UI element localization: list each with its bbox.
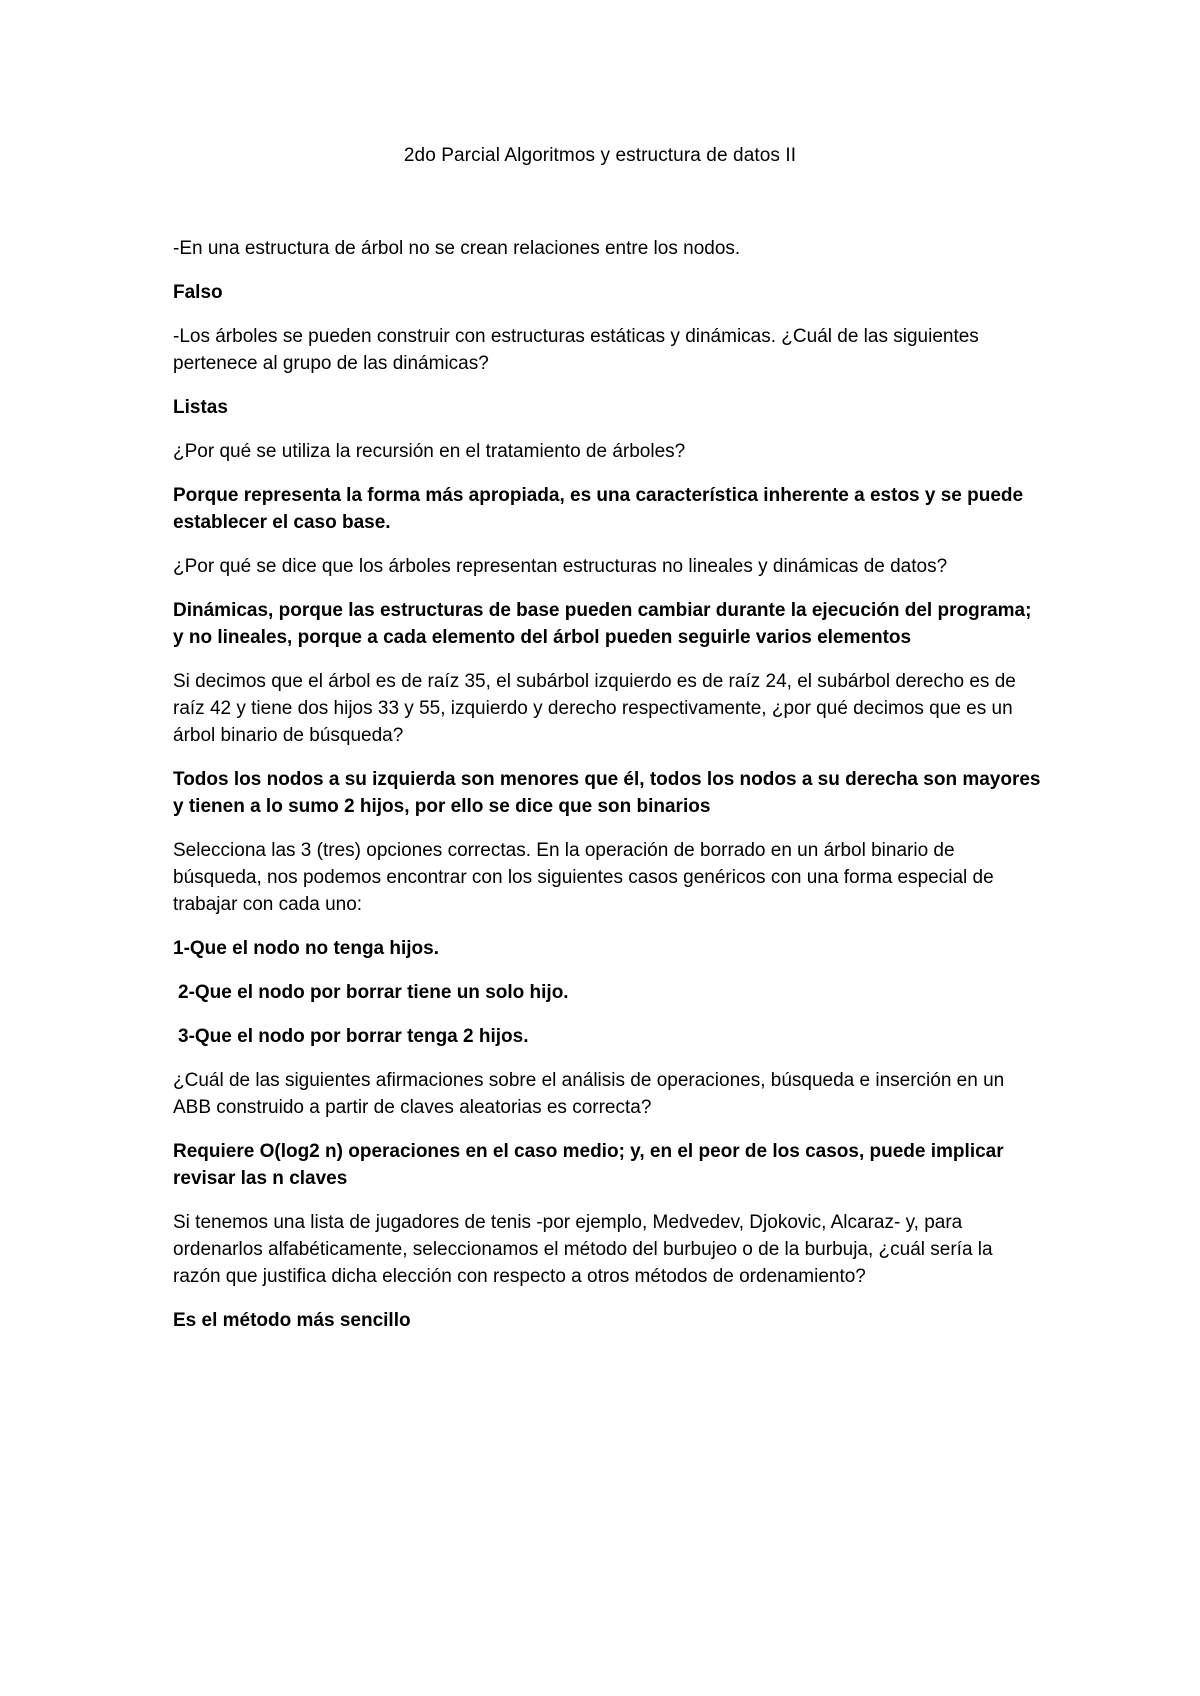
question-paragraph: Si decimos que el árbol es de raíz 35, el subárbol izquierdo es de raíz 24, el subárbol derecho es de raíz 42 y tiene dos hijos 33 y 55, izquierdo y derecho respectivamente, ¿por qué decimos que es un árbol binario de búsqueda? (173, 671, 1016, 746)
question-paragraph: -Los árboles se pueden construir con estructuras estáticas y dinámicas. ¿Cuál de las siguientes pertenece al grupo de las dinámicas? (173, 326, 979, 374)
question-paragraph: ¿Cuál de las siguientes afirmaciones sobre el análisis de operaciones, búsqueda e inserción en un ABB construido a partir de claves aleatorias es correcta? (173, 1070, 1005, 1118)
answer-paragraph: 3-Que el nodo por borrar tenga 2 hijos. (178, 1026, 529, 1047)
answer-paragraph: Listas (173, 397, 228, 418)
document-body (173, 235, 1043, 1351)
answer-paragraph: Es el método más sencillo (173, 1310, 411, 1331)
question-paragraph: ¿Por qué se dice que los árboles representan estructuras no lineales y dinámicas de datos? (173, 556, 948, 577)
answer-paragraph: 2-Que el nodo por borrar tiene un solo hijo. (178, 982, 569, 1003)
answer-paragraph: Falso (173, 282, 223, 303)
question-paragraph: Si tenemos una lista de jugadores de tenis -por ejemplo, Medvedev, Djokovic, Alcaraz- y, para ordenarlos alfabéticamente, seleccionamos el método del burbujeo o de la burbuja, ¿cuál sería la razón que justifica dicha elección con respecto a otros métodos de ordenamiento? (173, 1212, 993, 1287)
document-title: 2do Parcial Algoritmos y estructura de datos II (403, 145, 797, 166)
question-paragraph: ¿Por qué se utiliza la recursión en el tratamiento de árboles? (173, 441, 686, 462)
answer-paragraph: Dinámicas, porque las estructuras de base pueden cambiar durante la ejecución del programa; y no lineales, porque a cada elemento del árbol pueden seguirle varios elementos (173, 600, 1032, 648)
answer-paragraph: Porque representa la forma más apropiada, es una característica inherente a estos y se puede establecer el caso base. (173, 485, 1024, 533)
question-paragraph: Selecciona las 3 (tres) opciones correctas. En la operación de borrado en un árbol binario de búsqueda, nos podemos encontrar con los siguientes casos genéricos con una forma especial de trabajar con cada uno: (173, 840, 994, 915)
answer-paragraph: Todos los nodos a su izquierda son menores que él, todos los nodos a su derecha son mayores y tienen a lo sumo 2 hijos, por ello se dice que son binarios (173, 769, 1041, 817)
answer-paragraph: Requiere O(log2 n) operaciones en el caso medio; y, en el peor de los casos, puede implicar revisar las n claves (173, 1141, 1004, 1189)
answer-paragraph: 1-Que el nodo no tenga hijos. (173, 938, 440, 959)
question-paragraph: -En una estructura de árbol no se crean relaciones entre los nodos. (173, 238, 741, 259)
